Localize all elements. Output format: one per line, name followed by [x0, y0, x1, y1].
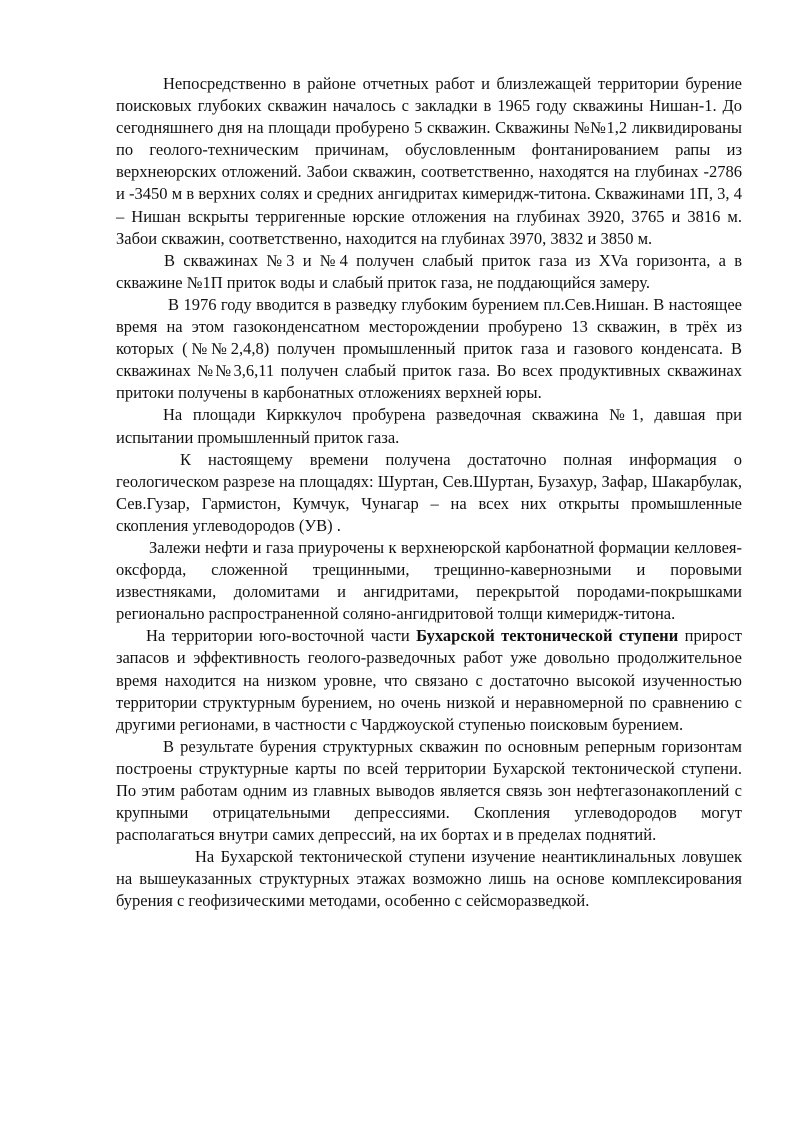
paragraph-structural-maps: В результате бурения структурных скважин по основным реперным горизонтам построены структурные карты по всей территории Бухарской тектонической ступени. По этим работам одним из главных выводов является связь зон нефтегазонакоплений с крупными отрицательными депрессиями. Скопления углеводородов могут располагаться внутри самих депрессий, на их бортах и в пределах поднятий.: [116, 736, 742, 845]
paragraph-bukhara-step: [116, 625, 742, 735]
paragraph-deposits: Залежи нефти и газа приурочены к верхнеюрской карбонатной формации келловея-оксфорда, сложенной трещинными, трещинно-кавернозными и поровыми известняками, доломитами и ангидритами, перекрытой породами-покрышками регионально распространенной соляно-ангидритовой толщи кимеридж-титона.: [116, 537, 742, 624]
paragraph-geological-info: К настоящему времени получена достаточно полная информация о геологическом разрезе на площадях: Шуртан, Сев.Шуртан, Бузахур, Зафар, Шакарбулак, Сев.Гузар, Гармистон, Кумчук, Чунагар – на всех них открыты промышленные скопления углеводородов (УВ) .: [116, 449, 742, 535]
paragraph-nishan-drilling: Непосредственно в районе отчетных работ и близлежащей территории бурение поисковых глубоких скважин началось с закладки в 1965 году скважины Нишан-1. До сегодняшнего дня на площади пробурено 5 скважин. Скважины №№1,2 ликвидированы по геолого-техническим причинам, обусловленным фонтанированием рапы из верхнеюрских отложений. Забои скважин, соответственно, находятся на глубинах -2786 и -3450 м в верхних солях и средних ангидритах кимеридж-титона. Скважинами 1П, 3, 4 – Нишан вскрыты терригенные юрские отложения на глубинах 3920, 3765 и 3816 м. Забои скважин, соответственно, находится на глубинах 3970, 3832 и 3850 м.: [116, 74, 742, 248]
paragraph-non-anticlinal-traps: На Бухарской тектонической ступени изучение неантиклинальных ловушек на вышеуказанных структурных этажах возможно лишь на основе комплексирования бурения с геофизическими методами, особенно с сейсморазведкой.: [116, 847, 742, 911]
p7-text-before: На территории юго-восточной части: [146, 626, 417, 646]
document-page: [116, 73, 742, 913]
paragraph-sev-nishan: В 1976 году вводится в разведку глубоким бурением пл.Сев.Нишан. В настоящее время на этом газоконденсатном месторождении пробурено 13 скважин, в трёх из которых (№№2,4,8) получен промышленный приток газа и газового конденсата. В скважинах №№3,6,11 получен слабый приток газа. Во всех продуктивных скважинах притоки получены в карбонатных отложениях верхней юры.: [116, 294, 742, 403]
p7-bold-term: Бухарской тектонической ступени: [416, 626, 679, 646]
paragraph-gas-inflow: В скважинах №3 и №4 получен слабый приток газа из XVa горизонта, а в скважине №1П приток воды и слабый приток газа, не поддающийся замеру.: [116, 250, 742, 292]
p7-text-after: прирост запасов и эффективность геолого-разведочных работ уже довольно продолжительное время находится на низком уровне, что связано с достаточно высокой изученностью территории структурным бурением, но очень низкой и неравномерной по сравнению с другими регионами, в частности с Чарджоуской ступенью поисковым бурением.: [116, 626, 743, 734]
paragraph-kirkkuloch: На площади Кирккулоч пробурена разведочная скважина №1, давшая при испытании промышленный приток газа.: [116, 405, 742, 447]
